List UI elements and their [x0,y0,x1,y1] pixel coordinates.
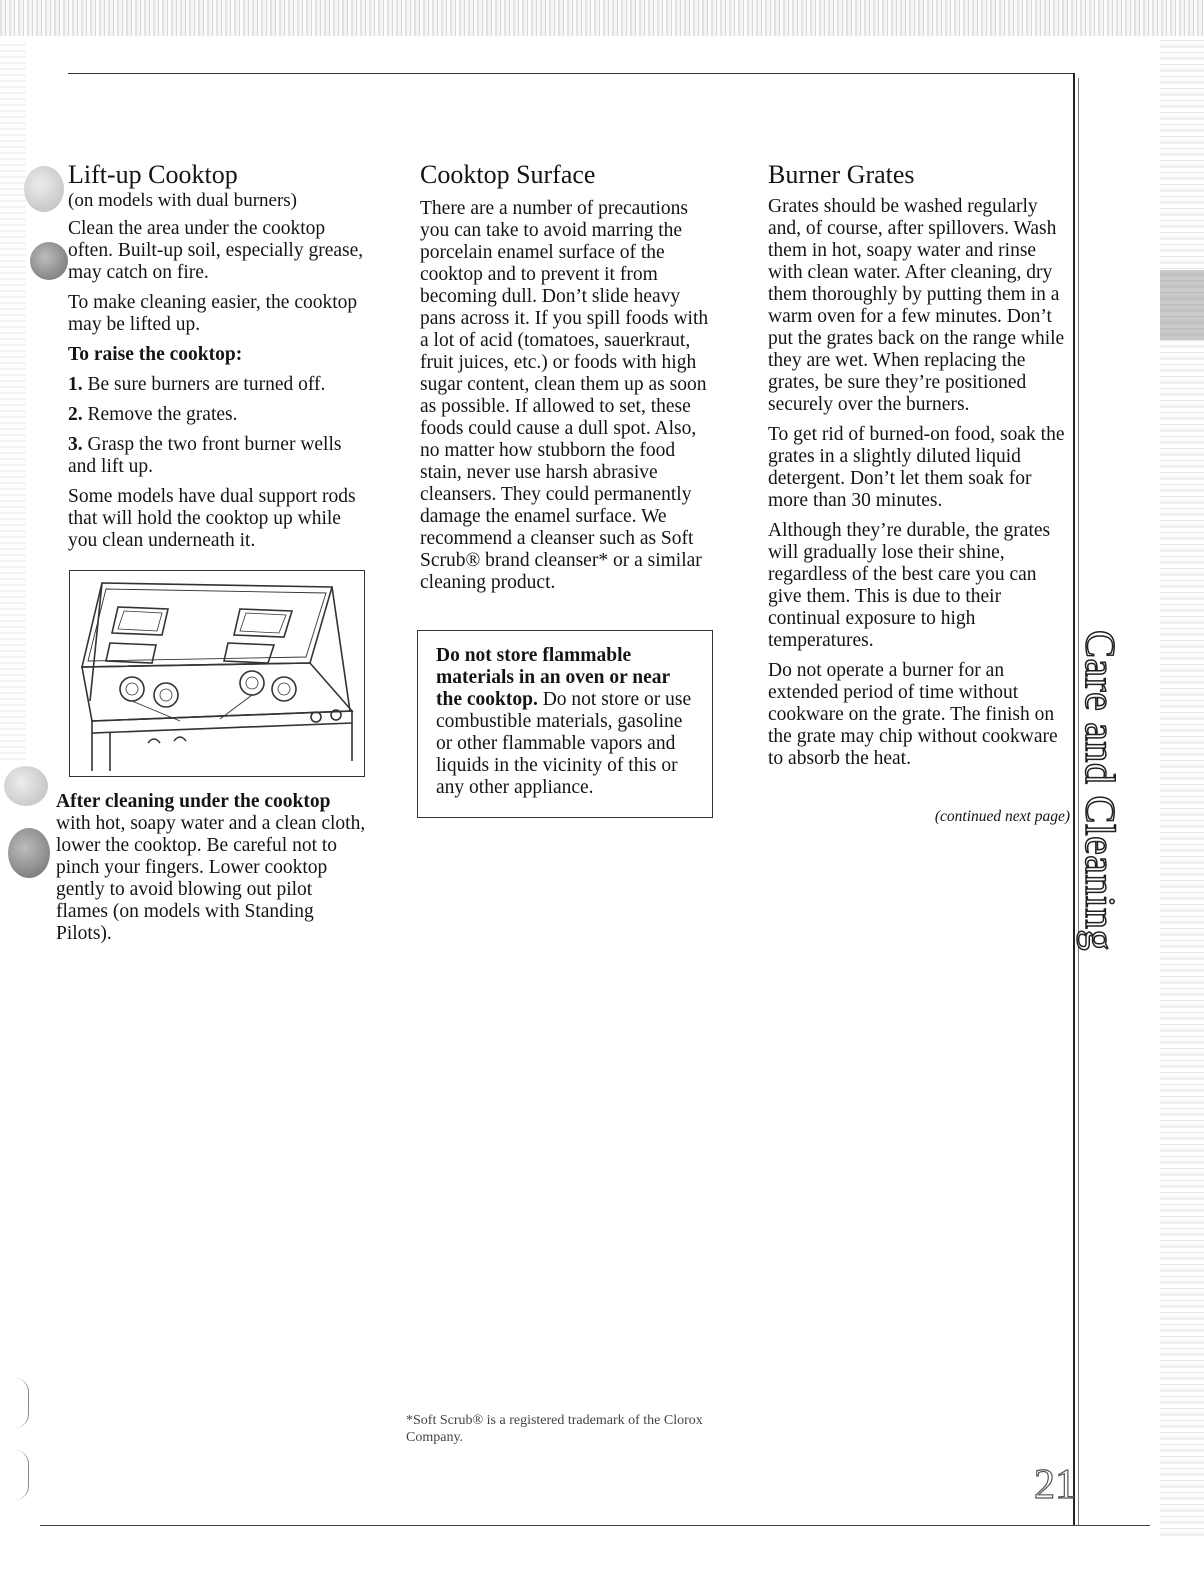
top-rule [68,73,1074,74]
cooktop-surface-title: Cooktop Surface [420,160,596,189]
page-number: 21 [1034,1462,1076,1508]
grates-paragraph-4: Do not operate a burner for an extended period of time without cookware on the grate. The finish on the grate may chip without cookware to absorb the heat. [768,660,1058,769]
raise-cooktop-heading: To raise the cooktop: [68,344,243,365]
scan-mark [14,1378,29,1428]
step-3 [68,434,373,478]
lift-up-cooktop-section [68,160,373,560]
continued-next-page: (continued next page) [934,808,1070,825]
support-rods-note: Some models have dual support rods that will hold the cooktop up while you clean underneath it. [68,486,356,551]
after-cleaning-heading: After cleaning under the cooktop [56,791,331,812]
scan-shadow-right [1160,270,1204,340]
grates-paragraph-2: To get rid of burned-on food, soak the grates in a slightly diluted liquid detergent. Don’t let them soak for more than 30 minutes. [768,424,1065,511]
lift-up-subtitle: (on models with dual burners) [68,190,298,211]
cooktop-illustration [69,570,365,777]
cooktop-surface-section [420,160,720,602]
section-tab-title: Care and Cleaning [1076,630,1122,952]
binder-hole [24,166,64,212]
scan-edge-top [0,0,1204,36]
step-text: Remove the grates. [87,404,238,425]
warning-text: Do not store or use combustible materials, gasoline or other flammable vapors and liquids in the vicinity of this or any other appliance. [436,689,692,798]
step-text: Be sure burners are turned off. [87,374,326,395]
binder-hole [4,766,48,806]
raised-cooktop-drawing [70,571,364,776]
step-number: 3. [68,434,83,455]
burner-grates-title: Burner Grates [768,160,915,189]
scan-edge-right [1160,36,1204,1536]
bottom-rule [40,1525,1150,1526]
lift-up-intro: Clean the area under the cooktop often. Built-up soil, especially grease, may catch on fire. [68,218,364,283]
step-number: 2. [68,404,83,425]
lift-up-easier: To make cleaning easier, the cooktop may be lifted up. [68,292,358,335]
flammable-warning-box [417,630,713,818]
tab-border [1073,73,1075,1525]
cooktop-surface-body: There are a number of precautions you can take to avoid marring the porcelain enamel surface of the cooktop and to prevent it from becoming dull. Don’t slide heavy pans across it. If you spill foods with a lot of acid (tomatoes, sauerkraut, fruit juices, etc.) or foods with high sugar content, clean them up as soon as possible. If allowed to set, these foods could cause a dull spot. Also, no matter how stubborn the food stain, never use harsh abrasive cleansers. They could permanently damage the enamel surface. We recommend a cleanser such as Soft Scrub® brand cleanser* or a similar cleaning product. [420,198,709,593]
binder-hole [8,828,50,878]
scan-edge-left [0,40,26,760]
after-cleaning-text: with hot, soapy water and a clean cloth, lower the cooktop. Be careful not to pinch your fingers. Lower cooktop gently to avoid blowing out pilot flames (on models with Standing Pilots). [56,813,366,944]
grates-paragraph-1: Grates should be washed regularly and, of course, after spillovers. Wash them in hot, soapy water and rinse with clean water. After cleaning, dry them thoroughly by putting them in a warm oven for a few minutes. Don’t put the grates back on the range while they are wet. When replacing the grates, be sure they’re positioned securely over the burners. [768,196,1065,415]
scan-mark [14,1450,29,1500]
step-text: Grasp the two front burner wells and lift up. [68,434,342,477]
burner-grates-section [768,160,1068,778]
step-1 [68,374,373,396]
step-2 [68,404,373,426]
step-number: 1. [68,374,83,395]
grates-paragraph-3: Although they’re durable, the grates will gradually lose their shine, regardless of the best care you can give them. This is due to their continual exposure to high temperatures. [768,520,1051,651]
warning-bold-text: Do not store flammable materials in an oven or near the cooktop. [436,645,670,710]
binder-hole [30,242,68,280]
after-cleaning-note [56,791,366,945]
trademark-footnote: *Soft Scrub® is a registered trademark of the Clorox Company. [406,1413,703,1445]
lift-up-cooktop-title: Lift-up Cooktop [68,160,238,189]
